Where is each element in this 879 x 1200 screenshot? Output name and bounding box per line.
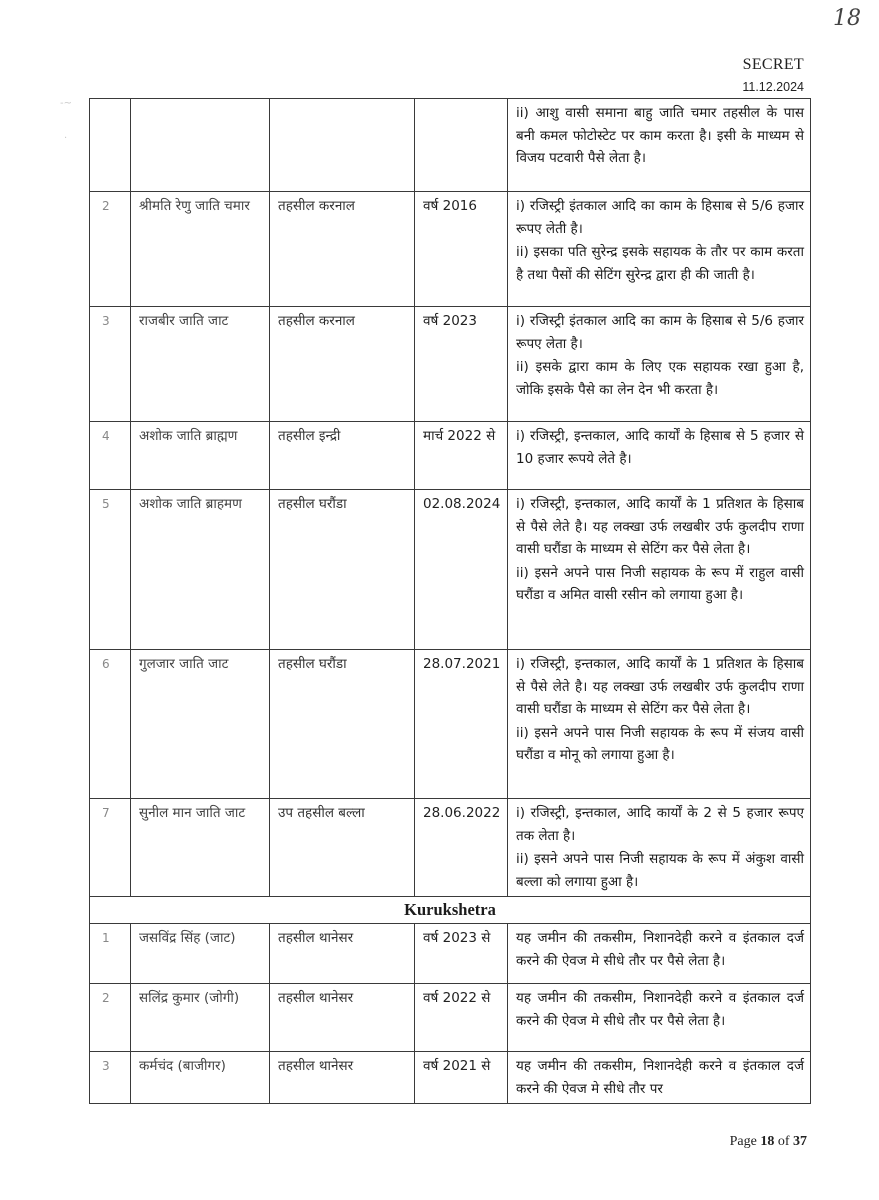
details-cell [508, 799, 811, 897]
office-cell: तहसील घरौंडा [270, 650, 415, 799]
table-row [90, 422, 811, 490]
page-footer [730, 1134, 807, 1150]
section-header [90, 897, 811, 924]
detail-paragraph: यह जमीन की तकसीम, निशानदेही करने व इंतकाल दर्ज करने की ऐवज मे सीधे तौर पर पैसे लेता है। [516, 930, 804, 969]
office-cell [270, 99, 415, 192]
document-header [742, 56, 804, 94]
office-cell: तहसील घरौंडा [270, 490, 415, 650]
name-cell: अशोक जाति ब्राह्मण [131, 422, 270, 490]
office-cell: उप तहसील बल्ला [270, 799, 415, 897]
footer-of: of [777, 1134, 790, 1149]
table-row [90, 192, 811, 307]
table-row [90, 799, 811, 897]
document-date: 11.12.2024 [742, 80, 804, 94]
details-cell [508, 1052, 811, 1104]
classification-label: SECRET [742, 56, 804, 73]
detail-paragraph: i) रजिस्ट्री, इन्तकाल, आदि कार्यों के 2 से 5 हजार रूपए तक लेता है। [516, 805, 804, 844]
office-cell: तहसील करनाल [270, 307, 415, 422]
office-cell: तहसील करनाल [270, 192, 415, 307]
detail-paragraph: i) रजिस्ट्री, इन्तकाल, आदि कार्यों के 1 प्रतिशत के हिसाब से पैसे लेते है। यह लक्खा उर्फ लखबीर उर्फ कुलदीप राणा वासी घरौंडा के माध्यम से सेटिंग कर पैसे लेता है। [516, 496, 804, 557]
detail-paragraph: ii) इसका पति सुरेन्द्र इसके सहायक के तौर पर काम करता है तथा पैसों की सेटिंग सुरेन्द्र द्वारा ही की जाती है। [516, 244, 804, 283]
detail-paragraph: ii) इसने अपने पास निजी सहायक के रूप में संजय वासी घरौंडा व मोनू को लगाया हुआ है। [516, 724, 804, 763]
table-row [90, 307, 811, 422]
name-cell: कर्मचंद (बाजीगर) [131, 1052, 270, 1104]
date-cell: 28.07.2021 [415, 650, 508, 799]
detail-paragraph: i) रजिस्ट्री, इन्तकाल, आदि कार्यों के 1 प्रतिशत के हिसाब से पैसे लेते है। यह लक्खा उर्फ लखबीर उर्फ कुलदीप राणा वासी घरौंडा के माध्यम से सेटिंग कर पैसे लेता है। [516, 656, 804, 717]
date-cell: वर्ष 2023 से [415, 924, 508, 984]
serial-number-cell: 7 [90, 799, 131, 897]
section-title: Kurukshetra [90, 897, 811, 924]
office-cell: तहसील इन्द्री [270, 422, 415, 490]
details-cell [508, 490, 811, 650]
serial-number-cell: 4 [90, 422, 131, 490]
details-cell [508, 650, 811, 799]
date-cell: वर्ष 2016 [415, 192, 508, 307]
office-cell: तहसील थानेसर [270, 984, 415, 1052]
serial-number-cell: 3 [90, 307, 131, 422]
name-cell: जसविंद्र सिंह (जाट) [131, 924, 270, 984]
date-cell: 28.06.2022 [415, 799, 508, 897]
table-row [90, 984, 811, 1052]
records-table [89, 98, 811, 1104]
detail-paragraph: यह जमीन की तकसीम, निशानदेही करने व इंतकाल दर्ज करने की ऐवज मे सीधे तौर पर [516, 1058, 804, 1097]
detail-paragraph: i) रजिस्ट्री इंतकाल आदि का काम के हिसाब से 5/6 हजार रूपए लेता है। [516, 313, 804, 352]
name-cell: सलिंद्र कुमार (जोगी) [131, 984, 270, 1052]
detail-paragraph: ii) इसने अपने पास निजी सहायक के रूप में राहुल वासी घरौंडा व अमित वासी रसीन को लगाया हुआ है। [516, 564, 804, 603]
office-cell: तहसील थानेसर [270, 1052, 415, 1104]
handwritten-page-number: 18 [833, 6, 861, 31]
name-cell: श्रीमति रेणु जाति चमार [131, 192, 270, 307]
table-row [90, 99, 811, 192]
serial-number-cell: 5 [90, 490, 131, 650]
details-cell [508, 307, 811, 422]
detail-paragraph: i) रजिस्ट्री, इन्तकाल, आदि कार्यों के हिसाब से 5 हजार से 10 हजार रूपये लेते है। [516, 428, 804, 467]
serial-number-cell: 1 [90, 924, 131, 984]
serial-number-cell: 6 [90, 650, 131, 799]
detail-paragraph: i) रजिस्ट्री इंतकाल आदि का काम के हिसाब से 5/6 हजार रूपए लेती है। [516, 198, 804, 237]
footer-total-pages: 37 [793, 1134, 807, 1149]
date-cell [415, 99, 508, 192]
details-cell [508, 99, 811, 192]
table-row [90, 1052, 811, 1104]
details-cell [508, 984, 811, 1052]
scan-mark: -~ [60, 98, 72, 109]
section-row [90, 897, 811, 924]
detail-paragraph: यह जमीन की तकसीम, निशानदेही करने व इंतकाल दर्ज करने की ऐवज मे सीधे तौर पर पैसे लेता है। [516, 990, 804, 1029]
name-cell: गुलजार जाति जाट [131, 650, 270, 799]
details-cell [508, 924, 811, 984]
date-cell: वर्ष 2022 से [415, 984, 508, 1052]
name-cell: सुनील मान जाति जाट [131, 799, 270, 897]
serial-number-cell: 3 [90, 1052, 131, 1104]
serial-number-cell: 2 [90, 984, 131, 1052]
records-table-body [90, 924, 811, 1104]
scan-mark: . [64, 130, 68, 141]
records-table-body [90, 99, 811, 897]
date-cell: वर्ष 2023 [415, 307, 508, 422]
table-row [90, 490, 811, 650]
name-cell: राजबीर जाति जाट [131, 307, 270, 422]
footer-current-page: 18 [760, 1134, 775, 1149]
date-cell: मार्च 2022 से [415, 422, 508, 490]
table-row [90, 650, 811, 799]
detail-paragraph: ii) इसने अपने पास निजी सहायक के रूप में अंकुश वासी बल्ला को लगाया हुआ है। [516, 851, 804, 890]
date-cell: वर्ष 2021 से [415, 1052, 508, 1104]
footer-page-prefix: Page [729, 1134, 757, 1149]
details-cell [508, 192, 811, 307]
office-cell: तहसील थानेसर [270, 924, 415, 984]
table-row [90, 924, 811, 984]
name-cell [131, 99, 270, 192]
detail-paragraph: ii) आशु वासी समाना बाहु जाति चमार तहसील के पास बनी कमल फोटोस्टेट पर काम करता है। इसी के माध्यम से विजय पटवारी पैसे लेता है। [516, 105, 804, 166]
name-cell: अशोक जाति ब्राहमण [131, 490, 270, 650]
detail-paragraph: ii) इसके द्वारा काम के लिए एक सहायक रखा हुआ है, जोकि इसके पैसे का लेन देन भी करता है। [516, 359, 804, 398]
serial-number-cell: 2 [90, 192, 131, 307]
date-cell: 02.08.2024 [415, 490, 508, 650]
details-cell [508, 422, 811, 490]
serial-number-cell [90, 99, 131, 192]
